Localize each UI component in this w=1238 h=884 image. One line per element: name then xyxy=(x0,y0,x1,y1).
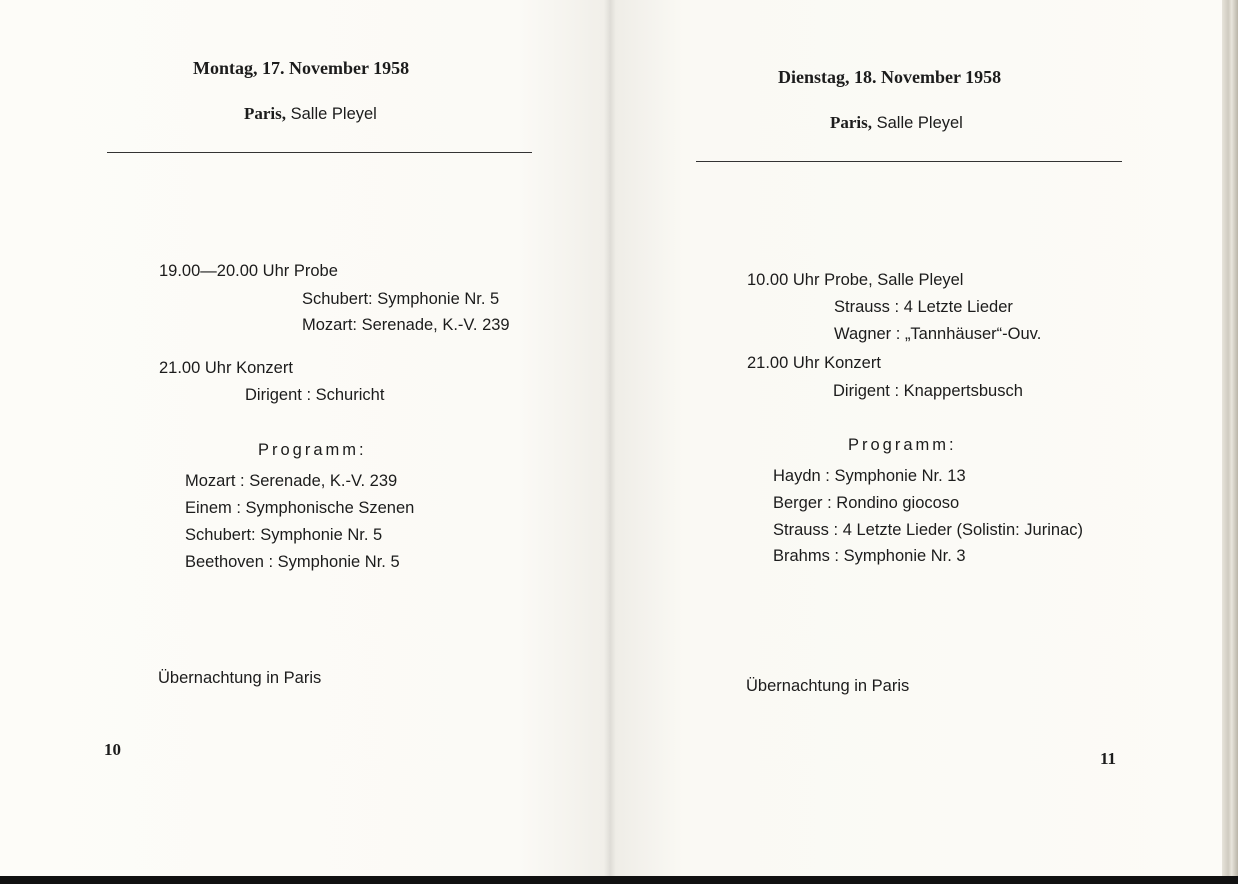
right-concert-time: 21.00 Uhr xyxy=(747,354,820,372)
right-rehearsal-event: Probe, Salle Pleyel xyxy=(824,271,964,289)
left-rehearsal-time: 19.00—20.00 Uhr xyxy=(159,262,290,280)
right-page-number: 11 xyxy=(1100,749,1117,768)
composer: Strauss : xyxy=(834,298,900,316)
composer: Wagner : xyxy=(834,325,901,343)
left-program-item xyxy=(185,471,397,491)
right-program-item xyxy=(773,493,959,513)
left-rehearsal-event: Probe xyxy=(293,262,338,280)
work: Symphonie Nr. 5 xyxy=(277,553,400,571)
composer: Einem : xyxy=(185,499,241,517)
left-concert-time: 21.00 Uhr xyxy=(159,359,232,377)
right-program-title: Programm: xyxy=(848,436,957,454)
work: Symphonie Nr. 13 xyxy=(834,467,966,485)
right-program-item xyxy=(773,546,966,566)
right-program-item xyxy=(773,466,966,486)
left-rehearsal-item xyxy=(302,315,510,335)
left-page-number: 10 xyxy=(104,740,121,759)
bottom-shadow xyxy=(0,876,1238,884)
left-rehearsal-item xyxy=(302,289,499,309)
composer: Mozart : xyxy=(185,472,245,490)
composer: Haydn : xyxy=(773,467,830,485)
work: Symphonie Nr. 5 xyxy=(260,526,383,544)
left-conductor xyxy=(245,385,384,405)
conductor-name: Schuricht xyxy=(315,386,385,404)
work: Symphonie Nr. 5 xyxy=(377,290,500,308)
composer: Schubert: xyxy=(302,290,373,308)
right-place-city: Paris, xyxy=(830,113,873,132)
work: Serenade, K.-V. 239 xyxy=(249,472,398,490)
right-program-item xyxy=(773,520,1083,540)
left-program-item xyxy=(185,498,414,518)
composer: Brahms : xyxy=(773,547,840,565)
right-page xyxy=(610,0,1222,878)
left-place-city: Paris, xyxy=(244,104,287,123)
work: Symphonische Szenen xyxy=(245,499,415,517)
work: Serenade, K.-V. 239 xyxy=(361,316,510,334)
right-conductor xyxy=(833,381,1023,401)
left-place xyxy=(244,104,377,124)
left-program-title: Programm: xyxy=(258,441,367,459)
right-place xyxy=(830,113,963,133)
work: Rondino giocoso xyxy=(836,494,960,512)
right-overnight: Übernachtung in Paris xyxy=(746,677,910,695)
right-concert-event: Konzert xyxy=(824,354,881,372)
right-divider xyxy=(696,161,1122,162)
right-rehearsal-item xyxy=(834,297,1013,317)
left-place-venue: Salle Pleyel xyxy=(290,105,377,123)
left-program-item xyxy=(185,552,400,572)
left-program-item xyxy=(185,525,382,545)
conductor-name: Knappertsbusch xyxy=(903,382,1023,400)
work: 4 Letzte Lieder xyxy=(903,298,1013,316)
composer: Beethoven : xyxy=(185,553,274,571)
left-page xyxy=(0,0,610,878)
right-rehearsal-item xyxy=(834,324,1041,344)
work: „Tannhäuser“-Ouv. xyxy=(904,325,1042,343)
page-edge xyxy=(1222,0,1238,884)
left-schedule-rehearsal xyxy=(159,261,338,281)
composer: Berger : xyxy=(773,494,832,512)
right-schedule-concert xyxy=(747,353,881,373)
work: Symphonie Nr. 3 xyxy=(843,547,966,565)
book-gutter xyxy=(604,0,616,878)
right-schedule-rehearsal xyxy=(747,270,963,290)
composer: Strauss : xyxy=(773,521,839,539)
left-concert-event: Konzert xyxy=(236,359,293,377)
composer: Schubert: xyxy=(185,526,256,544)
left-overnight: Übernachtung in Paris xyxy=(158,669,322,687)
conductor-label: Dirigent : xyxy=(245,386,312,404)
work: 4 Letzte Lieder (Solistin: Jurinac) xyxy=(842,521,1083,539)
left-divider xyxy=(107,152,532,153)
right-rehearsal-time: 10.00 Uhr xyxy=(747,271,820,289)
right-place-venue: Salle Pleyel xyxy=(876,114,963,132)
left-date-heading: Montag, 17. November 1958 xyxy=(193,58,410,78)
right-date-heading: Dienstag, 18. November 1958 xyxy=(778,67,1002,87)
conductor-label: Dirigent : xyxy=(833,382,900,400)
left-schedule-concert xyxy=(159,358,293,378)
composer: Mozart: xyxy=(302,316,358,334)
